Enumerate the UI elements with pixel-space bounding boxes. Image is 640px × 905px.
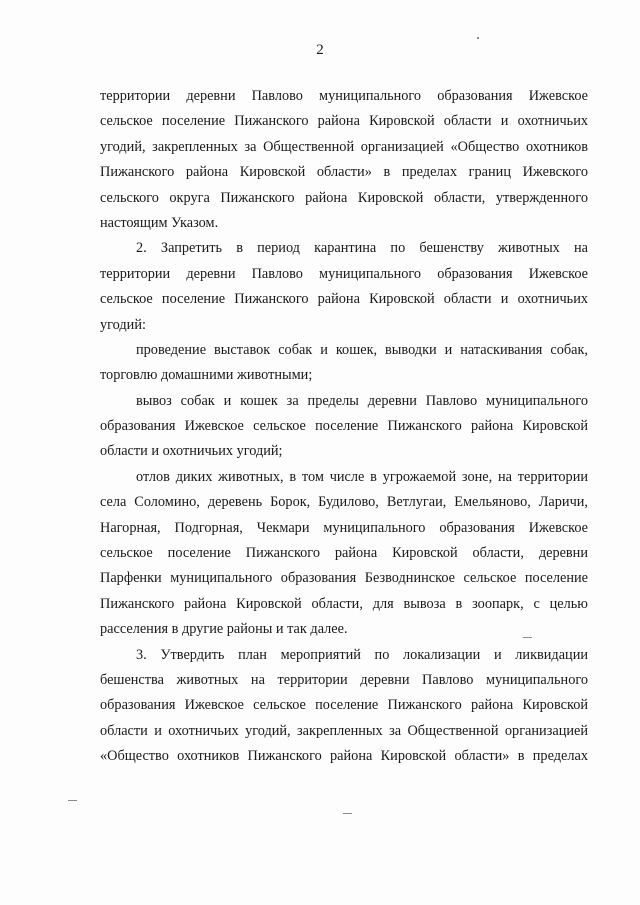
text-line: бешенства животных на территории деревни Павлово муниципального bbox=[100, 671, 588, 688]
text-line: 2. Запретить в период карантина по бешенству животных на bbox=[136, 240, 588, 257]
text-line: Пижанского района Кировской области» в пределах границ Ижевского bbox=[100, 164, 588, 181]
text-line: образования Ижевское сельское поселение Пижанского района Кировской bbox=[100, 418, 588, 435]
text-line: «Общество охотников Пижанского района Кировской области» в пределах bbox=[100, 748, 588, 765]
text-line: Пижанского района Кировской области, для вывоза в зоопарк, с целью bbox=[100, 595, 588, 612]
document-body bbox=[100, 84, 588, 770]
text-line: торговлю домашними животными; bbox=[100, 367, 313, 384]
text-line: области и охотничьих угодий, закрепленных за Общественной организацией bbox=[100, 722, 588, 739]
text-line: сельское поселение Пижанского района Кировской области и охотничьих bbox=[100, 113, 588, 130]
text-line: образования Ижевское сельское поселение Пижанского района Кировской bbox=[100, 697, 588, 714]
scan-mark bbox=[523, 637, 532, 638]
scan-mark bbox=[68, 800, 77, 801]
text-line: сельское поселение Пижанского района Кировской области, деревни bbox=[100, 545, 588, 562]
page-number: 2 bbox=[316, 42, 324, 58]
text-line: 3. Утвердить план мероприятий по локализации и ликвидации bbox=[136, 646, 588, 663]
text-line: угодий: bbox=[100, 316, 146, 333]
text-line: территории деревни Павлово муниципального образования Ижевское bbox=[100, 265, 588, 282]
text-line: села Соломино, деревень Борок, Будилово, Ветлугаи, Емельяново, Ларичи, bbox=[100, 494, 588, 511]
text-line: Парфенки муниципального образования Безводнинское сельское поселение bbox=[100, 570, 588, 587]
text-line: настоящим Указом. bbox=[100, 214, 219, 231]
text-line: вывоз собак и кошек за пределы деревни Павлово муниципального bbox=[136, 392, 588, 409]
text-line: угодий, закрепленных за Общественной организацией «Общество охотников bbox=[100, 138, 588, 155]
text-line: территории деревни Павлово муниципального образования Ижевское bbox=[100, 88, 588, 104]
text-line: Нагорная, Подгорная, Чекмари муниципального образования Ижевское bbox=[100, 519, 588, 536]
text-line: проведение выставок собак и кошек, выводки и натаскивания собак, bbox=[136, 341, 588, 358]
scan-mark bbox=[477, 37, 479, 39]
text-line: сельское поселение Пижанского района Кировской области и охотничьих bbox=[100, 291, 588, 308]
scan-mark bbox=[343, 813, 352, 814]
text-line: сельского округа Пижанского района Кировской области, утвержденного bbox=[100, 189, 588, 206]
text-line: отлов диких животных, в том числе в угрожаемой зоне, на территории bbox=[136, 468, 588, 485]
text-line: расселения в другие районы и так далее. bbox=[100, 621, 348, 638]
text-line: области и охотничьих угодий; bbox=[100, 443, 283, 460]
